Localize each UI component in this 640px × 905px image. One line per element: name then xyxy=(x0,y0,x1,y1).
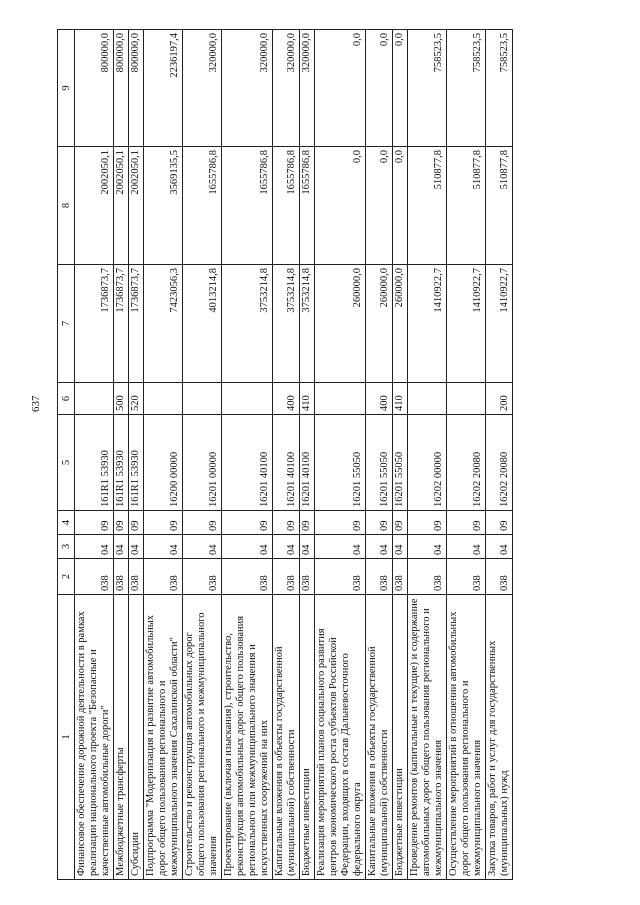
value-cell: 038 xyxy=(408,559,447,595)
value-cell: 260000,0 xyxy=(366,265,393,383)
table-row xyxy=(183,30,222,880)
value-cell: 038 xyxy=(393,559,408,595)
column-header: 7 xyxy=(58,265,75,383)
row-name-cell: Проведение ремонтов (капитальные и текущие) и содержание автомобильных дорог общего пользования регионального и межмуниципального значения xyxy=(408,595,447,880)
row-name-cell: Строительство и реконструкция автомобильных дорог общего пользования регионального и межмуниципального значения xyxy=(183,595,222,880)
value-cell: 161R1 53930 xyxy=(114,415,129,511)
value-cell: 260000,0 xyxy=(315,265,366,383)
value-cell: 400 xyxy=(366,383,393,415)
value-cell: 1410922,7 xyxy=(408,265,447,383)
value-cell: 0,0 xyxy=(366,147,393,265)
value-cell: 16201 40100 xyxy=(273,415,300,511)
value-cell: 800000,0 xyxy=(129,30,144,147)
value-cell: 2002050,1 xyxy=(75,147,114,265)
value-cell: 200 xyxy=(486,383,513,415)
value-cell: 3753214,8 xyxy=(222,265,273,383)
value-cell: 2002050,1 xyxy=(129,147,144,265)
value-cell: 09 xyxy=(486,511,513,535)
value-cell: 410 xyxy=(300,383,315,415)
table-row xyxy=(300,30,315,880)
value-cell: 04 xyxy=(75,535,114,559)
value-cell xyxy=(222,383,273,415)
value-cell: 04 xyxy=(144,535,183,559)
row-name-cell: Подпрограмма "Модернизация и развитие автомобильных дорог общего пользования регионального и межмуниципального значения Сахалинской области" xyxy=(144,595,183,880)
value-cell: 09 xyxy=(366,511,393,535)
value-cell: 3569135,5 xyxy=(144,147,183,265)
value-cell: 1655786,8 xyxy=(222,147,273,265)
value-cell: 038 xyxy=(183,559,222,595)
value-cell: 04 xyxy=(315,535,366,559)
value-cell: 320000,0 xyxy=(273,30,300,147)
value-cell: 038 xyxy=(486,559,513,595)
header-row xyxy=(58,30,75,880)
table-row xyxy=(114,30,129,880)
table-row xyxy=(75,30,114,880)
value-cell: 09 xyxy=(273,511,300,535)
value-cell: 520 xyxy=(129,383,144,415)
row-name-cell: Реализация мероприятий планов социального развития центров экономического роста субъектов Российской Федерации, входящих в состав Дальневосточного федерального округа xyxy=(315,595,366,880)
value-cell: 0,0 xyxy=(393,147,408,265)
value-cell: 500 xyxy=(114,383,129,415)
value-cell: 0,0 xyxy=(393,30,408,147)
value-cell: 16201 55050 xyxy=(315,415,366,511)
column-header: 1 xyxy=(58,595,75,880)
value-cell: 038 xyxy=(300,559,315,595)
value-cell: 16202 20080 xyxy=(447,415,486,511)
budget-table xyxy=(57,29,513,880)
value-cell: 1655786,8 xyxy=(183,147,222,265)
value-cell: 161R1 53930 xyxy=(75,415,114,511)
value-cell: 2002050,1 xyxy=(114,147,129,265)
row-name-cell: Межбюджетные трансферты xyxy=(114,595,129,880)
value-cell: 09 xyxy=(408,511,447,535)
value-cell: 1736873,7 xyxy=(114,265,129,383)
value-cell: 038 xyxy=(315,559,366,595)
value-cell: 09 xyxy=(315,511,366,535)
value-cell: 7423056,3 xyxy=(144,265,183,383)
value-cell: 038 xyxy=(114,559,129,595)
table-row xyxy=(129,30,144,880)
value-cell: 16201 00000 xyxy=(183,415,222,511)
value-cell: 510877,8 xyxy=(447,147,486,265)
column-header: 2 xyxy=(58,559,75,595)
table-body xyxy=(75,30,513,880)
value-cell: 038 xyxy=(75,559,114,595)
value-cell: 038 xyxy=(129,559,144,595)
value-cell: 1736873,7 xyxy=(129,265,144,383)
table-row xyxy=(408,30,447,880)
value-cell: 0,0 xyxy=(366,30,393,147)
column-header: 6 xyxy=(58,383,75,415)
value-cell: 1736873,7 xyxy=(75,265,114,383)
row-name-cell: Субсидии xyxy=(129,595,144,880)
value-cell: 3753214,8 xyxy=(300,265,315,383)
value-cell: 800000,0 xyxy=(75,30,114,147)
row-name-cell: Бюджетные инвестиции xyxy=(300,595,315,880)
value-cell xyxy=(447,383,486,415)
value-cell: 1410922,7 xyxy=(447,265,486,383)
table-row xyxy=(144,30,183,880)
value-cell: 04 xyxy=(273,535,300,559)
value-cell: 038 xyxy=(366,559,393,595)
value-cell: 09 xyxy=(144,511,183,535)
column-header: 8 xyxy=(58,147,75,265)
table-row xyxy=(447,30,486,880)
value-cell: 038 xyxy=(222,559,273,595)
value-cell: 04 xyxy=(222,535,273,559)
value-cell: 0,0 xyxy=(315,147,366,265)
page-number: 637 xyxy=(30,395,42,412)
value-cell: 1655786,8 xyxy=(273,147,300,265)
column-header: 9 xyxy=(58,30,75,147)
value-cell xyxy=(75,383,114,415)
value-cell xyxy=(408,383,447,415)
value-cell: 04 xyxy=(183,535,222,559)
value-cell: 320000,0 xyxy=(300,30,315,147)
row-name-cell: Проектирование (включая изыскания), строительство, реконструкция автомобильных дорог общего пользования регионального или межмуниципального значения и искусственных сооружений на них xyxy=(222,595,273,880)
value-cell: 758523,5 xyxy=(408,30,447,147)
value-cell xyxy=(144,383,183,415)
value-cell: 16200 00000 xyxy=(144,415,183,511)
value-cell: 16202 20080 xyxy=(486,415,513,511)
value-cell: 16201 40100 xyxy=(300,415,315,511)
column-header: 3 xyxy=(58,535,75,559)
value-cell: 1655786,8 xyxy=(300,147,315,265)
row-name-cell: Финансовое обеспечение дорожной деятельности в рамках реализации национального проекта "Безопасные и качественные автомобильные дороги" xyxy=(75,595,114,880)
value-cell: 758523,5 xyxy=(447,30,486,147)
value-cell: 09 xyxy=(129,511,144,535)
value-cell: 09 xyxy=(222,511,273,535)
table-row xyxy=(222,30,273,880)
value-cell: 2236197,4 xyxy=(144,30,183,147)
value-cell: 09 xyxy=(300,511,315,535)
value-cell: 04 xyxy=(366,535,393,559)
value-cell: 510877,8 xyxy=(408,147,447,265)
row-name-cell: Капитальные вложения в объекты государственной (муниципальной) собственности xyxy=(366,595,393,880)
value-cell: 320000,0 xyxy=(222,30,273,147)
value-cell: 0,0 xyxy=(315,30,366,147)
row-name-cell: Капитальные вложения в объекты государственной (муниципальной) собственности xyxy=(273,595,300,880)
table-row xyxy=(366,30,393,880)
value-cell: 410 xyxy=(393,383,408,415)
value-cell: 04 xyxy=(408,535,447,559)
table-row xyxy=(273,30,300,880)
value-cell: 09 xyxy=(114,511,129,535)
row-name-cell: Закупка товаров, работ и услуг для государственных (муниципальных) нужд xyxy=(486,595,513,880)
value-cell: 038 xyxy=(447,559,486,595)
table-row xyxy=(315,30,366,880)
value-cell: 800000,0 xyxy=(114,30,129,147)
value-cell: 04 xyxy=(447,535,486,559)
value-cell: 04 xyxy=(129,535,144,559)
table-row xyxy=(486,30,513,880)
table-row xyxy=(393,30,408,880)
value-cell: 510877,8 xyxy=(486,147,513,265)
value-cell: 038 xyxy=(273,559,300,595)
value-cell: 320000,0 xyxy=(183,30,222,147)
value-cell: 16201 55050 xyxy=(393,415,408,511)
budget-table-sheet xyxy=(57,30,637,880)
value-cell: 038 xyxy=(144,559,183,595)
row-name-cell: Бюджетные инвестиции xyxy=(393,595,408,880)
value-cell: 09 xyxy=(393,511,408,535)
value-cell: 04 xyxy=(300,535,315,559)
value-cell: 260000,0 xyxy=(393,265,408,383)
row-name-cell: Осуществление мероприятий в отношении автомобильных дорог общего пользования регионального и межмуниципального значения xyxy=(447,595,486,880)
value-cell: 09 xyxy=(183,511,222,535)
value-cell xyxy=(183,383,222,415)
value-cell: 16201 40100 xyxy=(222,415,273,511)
value-cell: 1410922,7 xyxy=(486,265,513,383)
value-cell: 04 xyxy=(486,535,513,559)
value-cell: 758523,5 xyxy=(486,30,513,147)
value-cell: 3753214,8 xyxy=(273,265,300,383)
value-cell: 09 xyxy=(447,511,486,535)
value-cell: 04 xyxy=(393,535,408,559)
value-cell: 4013214,8 xyxy=(183,265,222,383)
value-cell: 04 xyxy=(114,535,129,559)
value-cell: 16202 00000 xyxy=(408,415,447,511)
column-header: 4 xyxy=(58,511,75,535)
value-cell xyxy=(315,383,366,415)
value-cell: 09 xyxy=(75,511,114,535)
column-header: 5 xyxy=(58,415,75,511)
value-cell: 161R1 53930 xyxy=(129,415,144,511)
value-cell: 400 xyxy=(273,383,300,415)
value-cell: 16201 55050 xyxy=(366,415,393,511)
